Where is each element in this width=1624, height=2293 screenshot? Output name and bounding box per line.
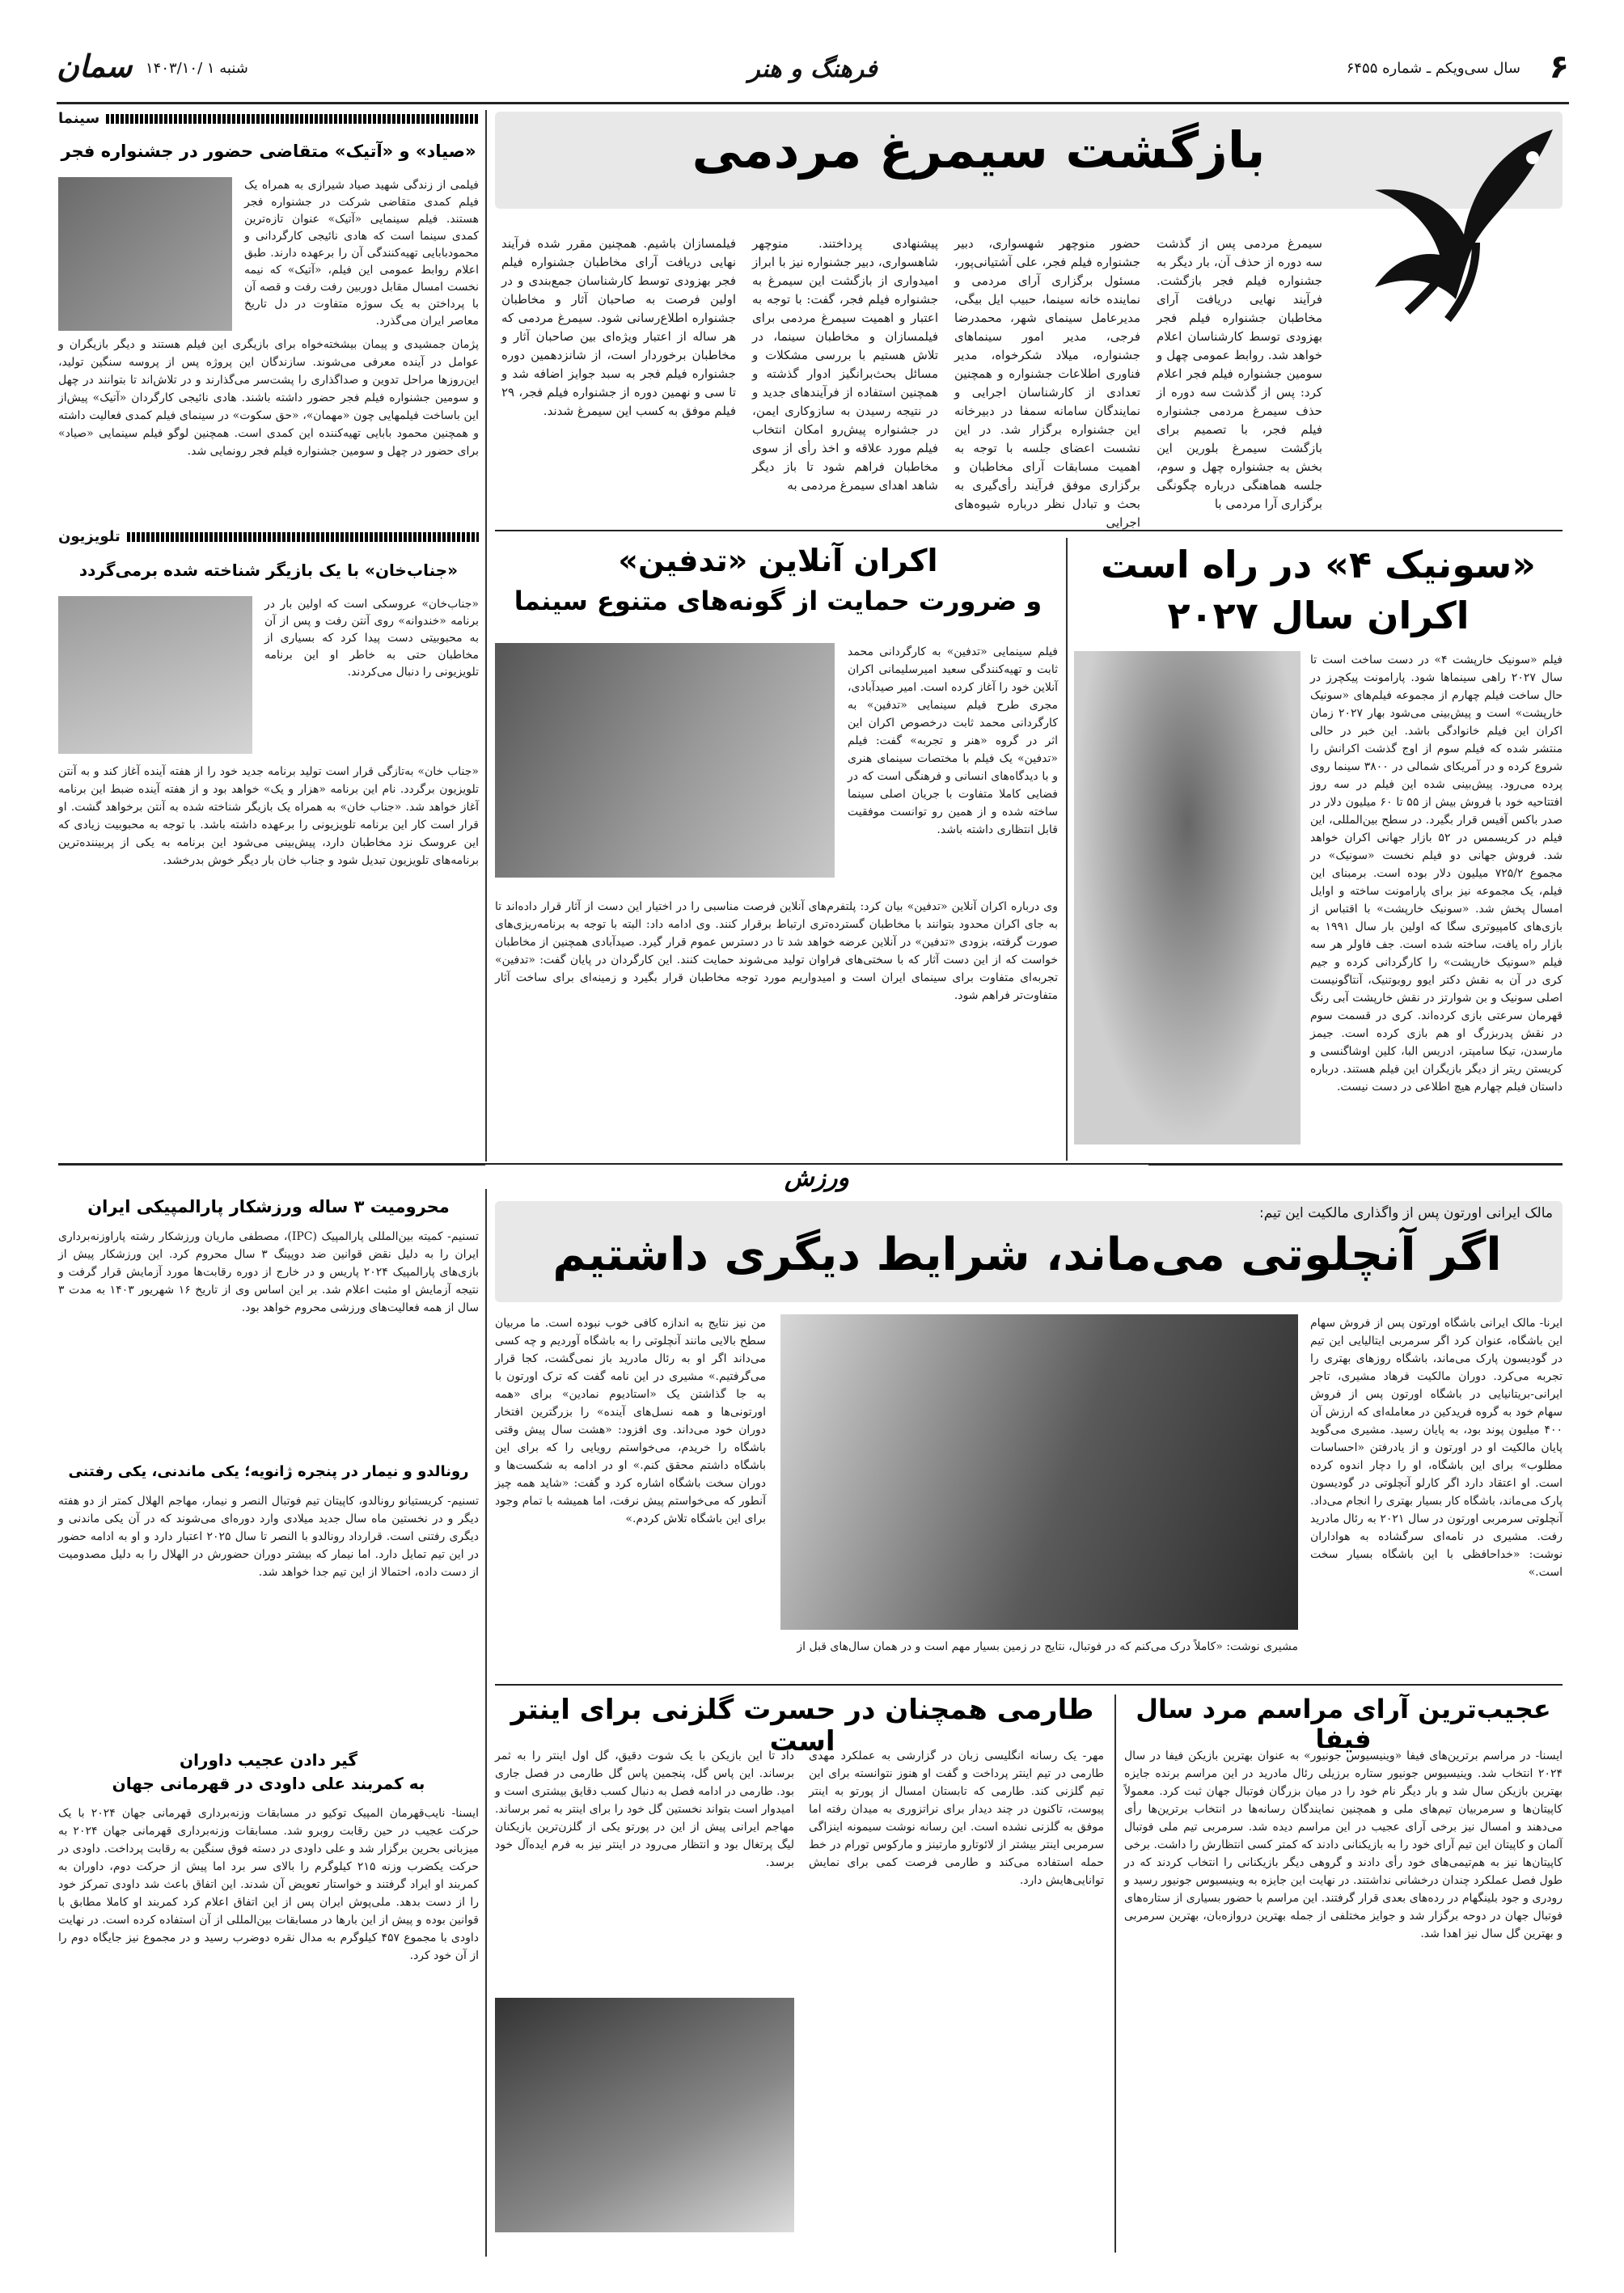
jenab-khan-photo <box>58 596 252 754</box>
ancelotti-photo <box>780 1314 1298 1630</box>
tadfin-text-right: فیلم سینمایی «تدفین» به کارگردانی محمد ثابت و تهیه‌کنندگی سعید امیرسلیمانی اکران آنلاین خود را آغاز کرده است. امیر صیدآبادی، مجری طرح فیلم سینمایی «تدفین» به کارگردانی محمد ثابت درخصوص اکران این اثر در گروه «هنر و تجربه» گفت: فیلم «تدفین» یک فیلم با مختصات سینمای هنری و با دیدگاه‌های انسانی و فرهنگی است که در فضایی کاملا متفاوت با جریان اصلی سینما ساخته شده و از همین رو توانست موفقیت قابل انتظاری داشته باشد. <box>848 645 1058 836</box>
simorgh-logo-icon <box>1326 113 1569 324</box>
ancelotti-headline: اگر آنچلوتی می‌ماند، شرایط دیگری داشتیم <box>552 1229 1502 1281</box>
sonic-headline-1: «سونیک ۴» در راه است <box>1101 543 1536 586</box>
ronaldo-neymar-headline: رونالدو و نیمار در پنجره ژانویه؛ یکی ماندنی، یکی رفتنی <box>68 1463 469 1481</box>
column-rule-4 <box>1114 1694 1116 2253</box>
section-title: فرهنگ و هنر <box>748 55 878 83</box>
sonic-headline-2: اکران سال ۲۰۲۷ <box>1167 594 1470 637</box>
page-number: ۶ <box>1549 49 1569 86</box>
paper-logo: سمان <box>57 49 133 84</box>
paralympic-text: تسنیم- کمیته بین‌المللی پارالمپیک (IPC)، مصطفی ماریان ورزشکار رشته پاراوزنه‌برداری ایران را به دلیل نقض قوانین ضد دوپینگ ۳ سال محروم کرد. این ورزشکار پیش از بازی‌های پارالمپیک ۲۰۲۴ پاریس و در خارج از دوره رقابت‌ها مورد آزمایش قرار گرفت و نتیجه آزمایش او مثبت اعلام شد. بر این اساس وی از تاریخ ۱۶ شهریور ۱۴۰۳ به مدت ۳ سال از همه فعالیت‌های ورزشی محروم خواهد بود. <box>58 1230 480 1315</box>
cinema-headline: «صیاد» و «آتیک» متقاضی حضور در جشنواره فجر <box>61 142 476 161</box>
column-rule-2 <box>1066 538 1068 1161</box>
tadfin-headline-1: اکران آنلاین «تدفین» <box>618 543 938 578</box>
page-header <box>57 49 1569 95</box>
issue-info: سال سی‌ویکم ـ شماره ۶۴۵۵ <box>1346 60 1520 77</box>
taremi-photo <box>495 1998 794 2232</box>
simorgh-bottom-rule <box>495 530 1563 531</box>
fifa-text: ایسنا- در مراسم برترین‌های فیفا «وینیسیوس جونیور» به عنوان بهترین بازیکن فیفا در سال ۲۰۲۴ انتخاب شد. وینیسیوس جونیور ستاره برزیلی رئال مادرید در این مراسم برنده جایزه بهترین بازیکن سال شد و بار دیگر نام خود را در میان بزرگان فوتبال جهان ثبت کرد. معمولاً کاپیتان‌ها و سرمربیان تیم‌های ملی و همچنین نمایندگان رسانه‌ها در انتخاب برترین‌ها رأی می‌دهند و امسال نیز برخی آرای عجیب در این مراسم دیده شد. سرمربی تیم ملی فوتبال آلمان و کاپیتان این تیم آرای خود را به بازیکنانی دادند که کمتر کسی انتظارش را داشت. برخی کاپیتان‌ها نیز به هم‌تیمی‌های خود رأی دادند و گروهی دیگر بازیکنانی را انتخاب کردند که در طول فصل عملکرد چندان درخشانی نداشتند. در نهایت این جایزه به وینیسیوس جونیور رسید و رودری و جود بلینگهام در رده‌های بعدی قرار گرفتند. این مراسم با حضور بسیاری از ستاره‌های فوتبال جهان در دوحه برگزار شد و جوایز مختلفی از جمله بهترین دروازه‌بان، بهترین سرمربی و بهترین گل سال نیز اهدا شد. <box>1124 1749 1563 1940</box>
tadfin-photo <box>495 643 835 878</box>
taremi-headline: طارمی همچنان در حسرت گلزنی برای اینتر است <box>510 1694 1094 1758</box>
taremi-text-1: مهر- یک رسانه انگلیسی زبان در گزارشی به عملکرد مهدی طارمی در تیم اینتر پرداخت و گفت او هنوز نتوانسته برای این تیم گلزنی کند. طارمی که تابستان امسال از پورتو به اینتر پیوست، تاکنون در چند دیدار برای نراتزوری به میدان رفته اما موفق به گلزنی نشده است. این رسانه نوشت سیمونه اینزاگی سرمربی اینتر بیشتر از لائوتارو مارتینز و مارکوس تورام در خط حمله استفاده می‌کند و طارمی فرصت کمی برای نمایش توانایی‌هایش دارد. <box>809 1749 1104 1887</box>
issue-date: شنبه ۱ /۱۴۰۳/۱۰ <box>146 60 248 77</box>
sports-section-title: ورزش <box>485 1165 1148 1193</box>
davoudi-headline-2: به کمربند علی داودی در قهرمانی جهان <box>112 1773 425 1793</box>
header-rule <box>57 102 1569 104</box>
ancelotti-bottom-rule <box>495 1684 1563 1686</box>
ancelotti-text-right: ایرنا- مالک ایرانی باشگاه اورتون پس از فروش سهام این باشگاه، عنوان کرد اگر سرمربی ایتالیایی این تیم در گودیسون پارک می‌ماند، باشگاه روزهای بهتری را تجربه می‌کرد. دوران مالکیت فرهاد مشیری، تاجر ایرانی-بریتانیایی در باشگاه اورتون پس از فروش سهام خود به گروه فریدکین در معامله‌ای که ارزش آن ۴۰۰ میلیون پوند بود، به پایان رسید. مشیری می‌گوید پایان مالکیت او در اورتون و از یادرفتن «احساسات مطلوب» برای این باشگاه، او را دچار اندوه کرده است. او اعتقاد دارد اگر کارلو آنچلوتی در گودیسون پارک می‌ماند، باشگاه کار بسیار بهتری را انجام می‌داد. آنچلوتی سرمربی اورتون در سال ۲۰۲۱ به رئال مادرید رفت. مشیری در نامه‌ای سرگشاده به هواداران نوشت: «خداحافظی با این باشگاه بسیار سخت است.» <box>1310 1317 1563 1579</box>
simorgh-col-4: فیلمسازان باشیم. همچنین مقرر شده فرآیند نهایی دریافت آرای مخاطبان جشنواره فیلم فجر بهزودی توسط کارشناسان جمع‌بندی و در اولین فرصت به صاحبان آثار و مخاطبان جشنواره اطلاع‌رسانی شود. سیمرغ مردمی که هر ساله از اعتبار ویژه‌ای بین صاحبان آثار و مخاطبان برخوردار است، از شانزدهمین دوره جشنواره فیلم فجر به سبد جوایز اضافه شد و تا سی و نهمین دوره از جشنواره فیلم فجر، ۲۹ فیلم موفق به کسب این سیمرغ شدند. <box>501 236 736 418</box>
simorgh-col-1: سیمرغ مردمی پس از گذشت سه دوره از حذف آن، بار دیگر به جشنواره فیلم فجر بازگشت. فرآیند نهایی دریافت آرای مخاطبان جشنواره فیلم فجر بهزودی توسط کارشناسان اعلام خواهد شد. روابط عمومی چهل و سومین جشنواره فیلم فجر اعلام کرد: پس از گذشت سه دوره از حذف سیمرغ مردمی جشنواره فیلم فجر، با تصمیم برای بازگشت سیمرغ بلورین این بخش به جشنواره چهل و سوم، جلسه هماهنگی درباره چگونگی برگزاری آرا مردمی با <box>1157 236 1322 511</box>
simorgh-headline: بازگشت سیمرغ مردمی <box>691 121 1266 180</box>
simorgh-col-3: پیشنهادی پرداختند. منوچهر شاهسواری، دبیر جشنواره نیز با ابراز امیدواری از بازگشت این سیمرغ به جشنواره فیلم فجر، گفت: با توجه به اعتبار و اهمیت سیمرغ مردمی برای فیلمسازان و مخاطبان سینما، در تلاش هستیم با بررسی مشکلات و مسائل بحث‌برانگیز ادوار گذشته و همچنین استفاده از فرآیندهای جدید و در نتیجه رسیدن به سازوکاری ایمن، در جشنواره پیش‌رو امکان انتخاب فیلم مورد علاقه و اخذ رأی از سوی مخاطبان فراهم شود تا باز دیگر شاهد اهدای سیمرغ مردمی به <box>752 236 938 493</box>
tadfin-headline-2: و ضرورت حمایت از گونه‌های متنوع سینما <box>514 586 1042 616</box>
tv-text-1: «جناب‌خان» عروسکی است که اولین بار در برنامه «خندوانه» روی آنتن رفت و پس از آن به محبوبیتی دست پیدا کرد که بسیاری از مخاطبان حتی به خاطر او این برنامه تلویزیونی را دنبال می‌کردند. <box>264 598 479 679</box>
ancelotti-kicker: مالک ایرانی اورتون پس از واگذاری مالکیت این تیم: <box>1258 1205 1553 1221</box>
sports-left-column <box>58 1189 479 2257</box>
ancelotti-photo-caption: مشیری نوشت: «کاملاً درک می‌کنم که در فوتبال، نتایج در زمین بسیار مهم است و در همان سال‌های قبل از <box>797 1640 1298 1653</box>
fifa-headline: عجیب‌ترین آرای مراسم مرد سال فیفا <box>1136 1694 1551 1754</box>
davoudi-headline-1: گیر دادن عجیب داوران <box>180 1749 357 1770</box>
sonic-photo <box>1074 651 1300 1144</box>
paralympic-headline: محرومیت ۳ ساله ورزشکار پارالمپیکی ایران <box>87 1197 450 1216</box>
tv-headline: «جناب‌خان» با یک بازیگر شناخته شده برمی‌گردد <box>78 561 459 581</box>
column-rule-1 <box>485 110 487 1161</box>
tv-text-2: «جناب خان» به‌تازگی قرار است تولید برنامه جدید خود را از هفته آینده آغاز کند و به آنتن تلویزیون برگردد. نام این برنامه «هزار و یک» خواهد بود و از هفته آینده ضبط این برنامه آغاز خواهد شد. «جناب خان» به همراه یک بازیگر شناخته شده به آنتن برخواهد گشت. او قرار است کار این برنامه تلویزیونی را برعهده داشته باشد. با توجه به محبوبیت زیادی که این عروسک نزد مخاطبان دارد، پیش‌بینی می‌شود این برنامه به یکی از پربیننده‌ترین برنامه‌های تلویزیون تبدیل شود و جناب خان بار دیگر خوش بدرخشد. <box>58 765 479 868</box>
simorgh-col-2: حضور منوچهر شهسواری، دبیر جشنواره فیلم فجر، علی آشتیانی‌پور، مسئول برگزاری آرای مردمی و نماینده خانه سینما، حبیب ایل بیگی، مدیرعامل سینمای شهر، محمدرضا فرجی، مدیر امور سینماهای جشنواره، میلاد شکرخواه، مدیر فناوری اطلاعات جشنواره و همچنین تعدادی از کارشناسان اجرایی و نمایندگان سامانه سمفا در دبیرخانه این جشنواره برگزار شد. در این نشست اعضای جلسه با توجه به اهمیت مسابقات آرای مخاطبان و برگزاری موفق فرآیند رأی‌گیری به بحث و تبادل نظر درباره شیوه‌های اجرایی <box>954 236 1140 530</box>
ancelotti-text-middle: من نیز نتایج به اندازه کافی خوب نبوده است. ما مربیان سطح بالایی مانند آنچلوتی را به باشگاه آوردیم و چه کسی می‌داند اگر او به رئال مادرید باز نمی‌گشت، کجا قرار می‌گرفتیم.» مشیری در این نامه گفت که ترک اورتون با به جا گذاشتن یک «استادیوم نمادین» برای «همه اورتونی‌ها و همه نسل‌های آینده» را بزرگترین افتخار دوران خود می‌داند. وی افزود: «هشت سال پیش وقتی باشگاه را خریدم، می‌خواستم رویایی را که برای این باشگاه داشتم محقق کنم.» او در ادامه به شکست‌ها و دوران سخت باشگاه اشاره کرد و گفت: «شاید همه چیز آنطور که می‌خواستم پیش نرفت، اما همیشه با تمام وجود برای این باشگاه تلاش کردم.» <box>495 1317 766 1525</box>
cinema-text-2: پژمان جمشیدی و پیمان بیشخته‌خواه برای بازیگری این فیلم هستند و دیگر بازیگران و عوامل در آینده معرفی می‌شوند. سازندگان این پروژه پس از پروسه سنگین تولید، این‌روزها مراحل تدوین و صداگذاری را پشت‌سر می‌گذارند و در تلاش‌اند تا بتوانند در چهل و سومین جشنواره فیلم فجر حضور داشته باشند. هادی نائیجی کارگردان «آتیک» پیش‌از این باساخت فیلمهایی چون «مهمان»، «حق سکوت» در سینمای فیلم کمدی فعالیت داشته و همچنین محمود بابایی تهیه‌کننده این کمدی است. همچنین لوگو فیلم سینمایی «صیاد» برای حضور در چهل و سومین جشنواره فیلم فجر رونمایی شد. <box>58 338 479 459</box>
atik-photo <box>58 177 232 331</box>
taremi-text-2: داد تا این بازیکن با یک شوت دقیق، گل اول اینتر را به ثمر برساند. این پاس گل، پنجمین پاس گل طارمی در فصل جاری بود. طارمی در ادامه فصل به دنبال کسب دقایق بیشتری است و امیدوار است بتواند نخستین گل خود را برای اینتر به ثمر برساند. مهاجم ایرانی پیش از این در پورتو یکی از گلزن‌ترین بازیکنان لیگ پرتغال بود و انتظار می‌رود در اینتر نیز به فرم ایده‌آل خود برسد. <box>495 1749 794 1869</box>
sonic-text: فیلم «سونیک خارپشت ۴» در دست ساخت است تا سال ۲۰۲۷ راهی سینماها شود. پارامونت پیکچرز در حال ساخت فیلم چهارم از مجموعه فیلم‌های «سونیک خارپشت» است و پیش‌بینی می‌شود بهار ۲۰۲۷ زمان اکران این فیلم خانوادگی باشد. این خبر در حالی منتشر شده که فیلم سوم از اوج گذشت اکرانش را شروع کرده و در آمریکای شمالی در ۳۸۰۰ سینما روی پرده می‌رود. پیش‌بینی شده این فیلم در سه روز افتتاحیه خود با فروش بیش از ۵۵ تا ۶۰ میلیون دلار در صدر باکس آفیس قرار بگیرد. در سطح بین‌المللی، این فیلم در کریسمس در ۵۲ بازار جهانی اکران خواهد شد. فروش جهانی دو فیلم نخست «سونیک» در مجموع ۷۲۵/۲ میلیون دلار بوده است. برمبنای این فیلم، یک مجموعه نیز برای پارامونت ساخته و اوایل امسال پخش شد. «سونیک خارپشت» با اقتباس از بازی‌های کامپیوتری سگا که اولین بار سال ۱۹۹۱ به بازار راه یافت، ساخته شده است. جف فاولر هر سه فیلم «سونیک خارپشت» را کارگردانی کرده و جیم کری در آن به نقش دکتر ایوو روبوتنیک، آنتاگونیست اصلی سونیک و بن شوارتز در نقش خارپشت آبی رنگ قهرمان سرعتی بازی کرده‌اند. کری در قسمت سوم در نقش پدربزرگ او هم بازی کرده است. جیمز مارسدن، تیکا سامپتر، ادریس البا، کلین اوشاگنسی و کریستن ریتر از دیگر بازیگران این فیلم هستند. درباره داستان فیلم چهارم هیچ اطلاعی در دست نیست. <box>1310 654 1563 1094</box>
tv-section-tag: تلویزیون <box>58 528 479 545</box>
column-rule-3 <box>485 1189 487 2257</box>
ronaldo-neymar-text: تسنیم- کریستیانو رونالدو، کاپیتان تیم فوتبال النصر و نیمار، مهاجم الهلال کمتر از دو هفته دیگر و در نخستین ماه سال جدید میلادی وارد دوره‌ای می‌شوند که در آن یکی ماندنی و دیگری رفتنی است. قرارداد رونالدو با النصر تا سال ۲۰۲۵ اعتبار دارد و او به ادامه حضور در این تیم تمایل دارد. اما نیمار که بیشتر دوران حضورش در الهلال را به دلیل مصدومیت از دست داده، احتمالا از این تیم جدا خواهد شد. <box>58 1494 479 1579</box>
cinema-column <box>58 110 479 1161</box>
cinema-text-1: فیلمی از زندگی شهید صیاد شیرازی به همراه یک فیلم کمدی متقاضی شرکت در جشنواره فجر هستند. فیلم سینمایی «آتیک» عنوان تازه‌ترین کمدی سینما است که هادی نائیجی کارگردانی و محمودبابایی تهیه‌کنندگی آن را برعهده دارند. طبق اعلام روابط عمومی این فیلم، «آتیک» که نیمه نخست امسال مقابل دوربین رفت رفت و قصه آن با پرداختن به یک سوژه متفاوت در دل تاریخ معاصر ایران می‌گذرد. <box>244 179 479 328</box>
tadfin-text-bottom: وی درباره اکران آنلاین «تدفین» بیان کرد: پلتفرم‌های آنلاین فرصت مناسبی را در اختیار این دست از آثار قرار داده‌اند تا به جای اکران محدود بتوانند با مخاطبان گسترده‌تری ارتباط برقرار کنند. وی ادامه داد: البته با توجه به برنامه‌ریزی‌های صورت گرفته، بزودی «تدفین» در آنلاین عرضه خواهد شد تا در دسترس عموم قرار گیرد. صیدآبادی همچنین از مخاطبان خواست که از این دست آثار که با سختی‌های فراوان تولید می‌شوند حمایت کنند. این کارگردان در پایان گفت: «تدفین» تجربه‌ای متفاوت برای سینمای ایران است و امیدواریم مورد توجه مخاطبان قرار بگیرد و زمینه‌ای برای ساخت آثار متفاوت‌تر فراهم شود. <box>495 900 1058 1002</box>
davoudi-text: ایسنا- نایب‌قهرمان المپیک توکیو در مسابقات وزنه‌برداری قهرمانی جهان ۲۰۲۴ با یک حرکت عجیب در حین رقابت روبرو شد. مسابقات وزنه‌برداری قهرمانی جهان ۲۰۲۴ به میزبانی بحرین برگزار شد و علی داودی در دسته فوق سنگین به رقابت پرداخت. داودی در حرکت یکضرب وزنه ۲۱۵ کیلوگرم را بالای سر برد اما پیش از حرکت دوم، داوران به کمربند او ایراد گرفتند و خواستار تعویض آن شدند. این اتفاق باعث شد داودی تمرکز خود را از دست بدهد. ملی‌پوش ایران پس از این اتفاق اعلام کرد کمربند او کاملا مطابق با قوانین بوده و پیش از این بارها در مسابقات بین‌المللی از آن استفاده کرده است. در نهایت داودی با مجموع ۴۵۷ کیلوگرم به مدال نقره دوضرب رسید و در مجموع نیز جایگاه دوم را از آن خود کرد. <box>58 1806 479 1962</box>
cinema-section-tag: سینما <box>58 110 479 127</box>
